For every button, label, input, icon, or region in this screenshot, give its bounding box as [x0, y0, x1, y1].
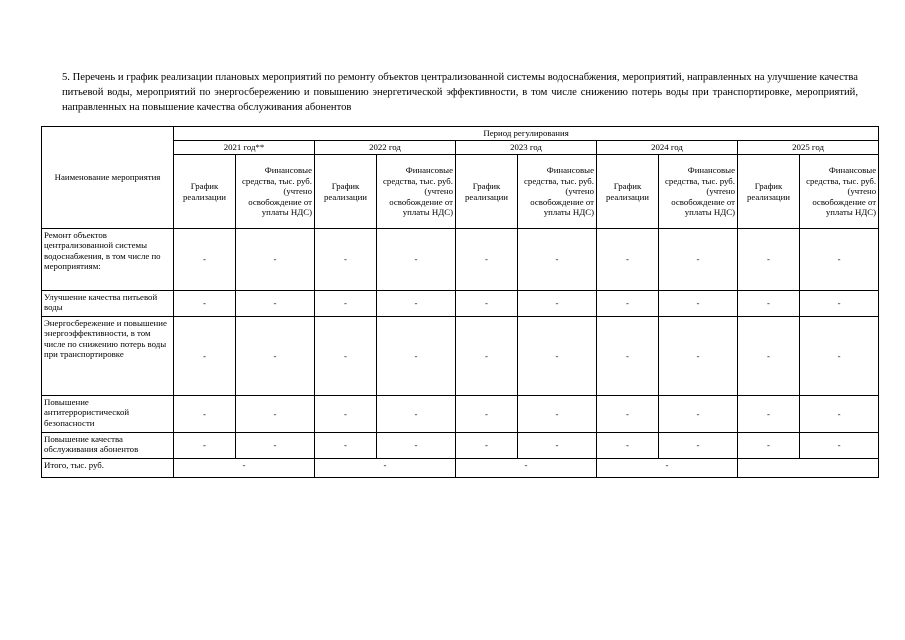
row-value-cell: -: [377, 396, 456, 433]
year-header: 2025 год: [738, 141, 879, 155]
row-value-cell: -: [800, 291, 879, 317]
subheader-finance: Финансовые средства, тыс. руб. (учтено освобождение от уплаты НДС): [377, 155, 456, 229]
table-row: [42, 291, 879, 317]
row-value-cell: -: [377, 291, 456, 317]
row-value-cell: -: [518, 291, 597, 317]
total-value-cell: -: [597, 459, 738, 478]
row-value-cell: -: [377, 317, 456, 396]
row-value-cell: -: [738, 291, 800, 317]
row-value-cell: -: [800, 317, 879, 396]
total-row: [42, 459, 879, 478]
row-value-cell: -: [315, 317, 377, 396]
row-value-cell: -: [456, 291, 518, 317]
row-value-cell: -: [800, 229, 879, 291]
row-value-cell: -: [659, 291, 738, 317]
row-value-cell: -: [174, 291, 236, 317]
row-value-cell: -: [236, 291, 315, 317]
row-value-cell: -: [738, 229, 800, 291]
row-name: Улучшение качества питьевой воды: [42, 291, 174, 317]
row-value-cell: -: [518, 433, 597, 459]
row-name: Повышение антитеррористической безопасности: [42, 396, 174, 433]
row-value-cell: -: [315, 229, 377, 291]
table-row: [42, 433, 879, 459]
row-value-cell: -: [597, 317, 659, 396]
row-value-cell: -: [174, 396, 236, 433]
table-row: [42, 229, 879, 291]
subheader-schedule: График реализации: [315, 155, 377, 229]
row-value-cell: -: [315, 396, 377, 433]
year-header: 2023 год: [456, 141, 597, 155]
subheader-schedule: График реализации: [456, 155, 518, 229]
subheader-finance: Финансовые средства, тыс. руб. (учтено освобождение от уплаты НДС): [236, 155, 315, 229]
row-value-cell: -: [597, 229, 659, 291]
total-value-cell: -: [174, 459, 315, 478]
column-header-period: Период регулирования: [174, 127, 879, 141]
subheader-schedule: График реализации: [174, 155, 236, 229]
table-row: [42, 396, 879, 433]
total-value-cell: [738, 459, 879, 478]
row-value-cell: -: [174, 317, 236, 396]
total-value-cell: -: [456, 459, 597, 478]
measures-table: [41, 126, 879, 478]
row-value-cell: -: [377, 433, 456, 459]
year-header: 2024 год: [597, 141, 738, 155]
row-value-cell: -: [659, 433, 738, 459]
row-value-cell: -: [456, 396, 518, 433]
row-name: Энергосбережение и повышение энергоэффективности, в том числе по снижению потерь воды при транспортировке: [42, 317, 174, 396]
row-value-cell: -: [659, 396, 738, 433]
row-value-cell: -: [456, 317, 518, 396]
row-name: Повышение качества обслуживания абонентов: [42, 433, 174, 459]
row-value-cell: -: [456, 433, 518, 459]
subheader-finance: Финансовые средства, тыс. руб. (учтено освобождение от уплаты НДС): [800, 155, 879, 229]
table-row: [42, 317, 879, 396]
total-label: Итого, тыс. руб.: [42, 459, 174, 478]
section-heading: 5. Перечень и график реализации плановых мероприятий по ремонту объектов централизованной системы водоснабжения, мероприятий, направленных на улучшение качества питьевой воды, мероприятий по энергосбережению и повышению энергетической эффективности, в том числе снижению потерь воды при транспортировке, мероприятий, направленных на повышение качества обслуживания абонентов: [62, 72, 858, 113]
row-value-cell: -: [518, 317, 597, 396]
row-value-cell: -: [174, 229, 236, 291]
row-value-cell: -: [315, 433, 377, 459]
subheader-finance: Финансовые средства, тыс. руб. (учтено освобождение от уплаты НДС): [518, 155, 597, 229]
row-value-cell: -: [174, 433, 236, 459]
subheader-finance: Финансовые средства, тыс. руб. (учтено освобождение от уплаты НДС): [659, 155, 738, 229]
row-value-cell: -: [518, 396, 597, 433]
row-value-cell: -: [659, 317, 738, 396]
row-value-cell: -: [315, 291, 377, 317]
row-value-cell: -: [597, 433, 659, 459]
row-name: Ремонт объектов централизованной системы водоснабжения, в том числе по мероприятиям:: [42, 229, 174, 291]
row-value-cell: -: [597, 291, 659, 317]
row-value-cell: -: [800, 433, 879, 459]
row-value-cell: -: [236, 229, 315, 291]
row-value-cell: -: [800, 396, 879, 433]
total-value-cell: -: [315, 459, 456, 478]
row-value-cell: -: [518, 229, 597, 291]
row-value-cell: -: [738, 396, 800, 433]
year-header: 2021 год**: [174, 141, 315, 155]
row-value-cell: -: [738, 433, 800, 459]
subheader-schedule: График реализации: [597, 155, 659, 229]
row-value-cell: -: [236, 396, 315, 433]
row-value-cell: -: [236, 317, 315, 396]
row-value-cell: -: [597, 396, 659, 433]
row-value-cell: -: [377, 229, 456, 291]
column-header-name: Наименование мероприятия: [42, 127, 174, 229]
year-header: 2022 год: [315, 141, 456, 155]
subheader-schedule: График реализации: [738, 155, 800, 229]
row-value-cell: -: [659, 229, 738, 291]
row-value-cell: -: [738, 317, 800, 396]
row-value-cell: -: [456, 229, 518, 291]
row-value-cell: -: [236, 433, 315, 459]
